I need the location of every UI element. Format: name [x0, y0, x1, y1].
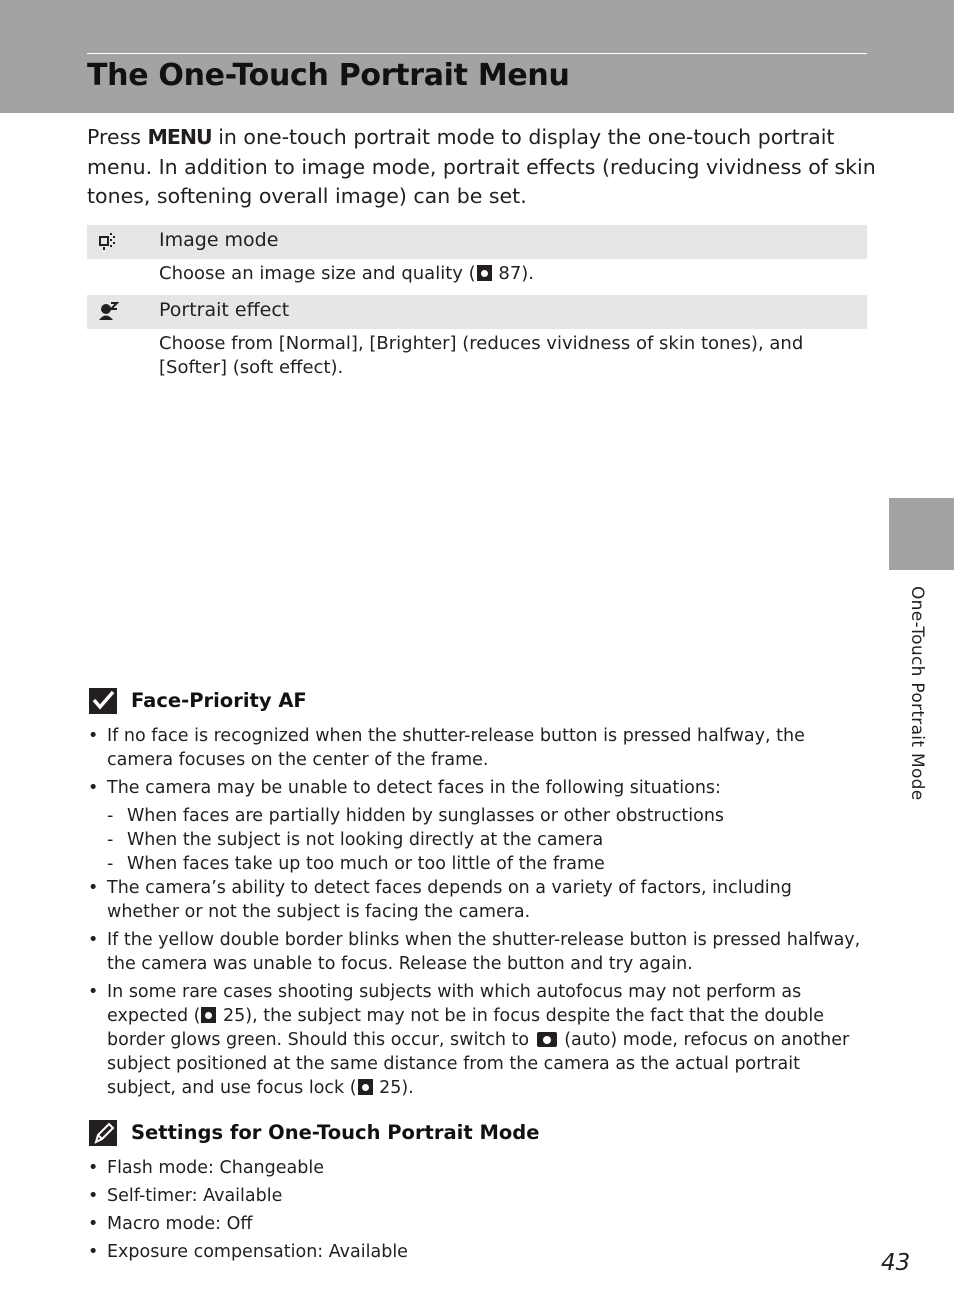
- list-sub-item: - When faces take up too much or too little of the frame: [87, 852, 867, 876]
- list-item: • If no face is recognized when the shutter-release button is pressed halfway, the camera focuses on the center of the frame.: [87, 724, 867, 772]
- page-reference-icon: [477, 265, 492, 281]
- header-rule: [87, 53, 867, 54]
- auto-mode-camera-icon: [537, 1032, 557, 1047]
- page-title: The One-Touch Portrait Menu: [87, 58, 570, 93]
- checkmark-note-icon: [89, 688, 117, 714]
- image-mode-icon: [97, 230, 119, 252]
- settings-title: Settings for One-Touch Portrait Mode: [131, 1121, 540, 1144]
- menu-button-icon: MENU: [147, 125, 212, 149]
- settings-list: [87, 1156, 867, 1264]
- list-item-text: (auto) mode, refocus on another subject positioned at the same distance from the camera as the actual portrait subject, and use focus lock (: [107, 1030, 850, 1098]
- menu-item-label: Image mode: [159, 229, 279, 251]
- intro-paragraph: [87, 123, 877, 212]
- menu-item-portrait-effect: [87, 295, 867, 329]
- list-item: [87, 980, 867, 1100]
- intro-text-before: Press: [87, 125, 148, 149]
- page-reference-icon: [201, 1007, 216, 1023]
- page-header-band: [0, 0, 954, 113]
- menu-item-description: [159, 262, 864, 286]
- list-item: • Self-timer: Available: [87, 1184, 867, 1208]
- pencil-note-icon: [89, 1120, 117, 1146]
- intro-text-after: in one-touch portrait mode to display the one-touch portrait menu. In addition to image mode, portrait effects (reducing vividness of skin tones, softening overall image) can be set.: [87, 125, 876, 208]
- list-item: • The camera’s ability to detect faces depends on a variety of factors, including whether or not the subject is facing the camera.: [87, 876, 867, 924]
- list-item: • Macro mode: Off: [87, 1212, 867, 1236]
- page-reference-icon: [358, 1079, 373, 1095]
- list-item: • Flash mode: Changeable: [87, 1156, 867, 1180]
- menu-item-label: Portrait effect: [159, 299, 290, 321]
- desc-text: 87).: [492, 263, 535, 284]
- list-sub-item: - When faces are partially hidden by sunglasses or other obstructions: [87, 804, 867, 828]
- list-item: • The camera may be unable to detect faces in the following situations:: [87, 776, 867, 800]
- list-sub-item: - When the subject is not looking directly at the camera: [87, 828, 867, 852]
- list-item: • If the yellow double border blinks when the shutter-release button is pressed halfway, the camera was unable to focus. Release the button and try again.: [87, 928, 867, 976]
- list-item-text: 25).: [373, 1078, 414, 1098]
- desc-text: Choose an image size and quality (: [159, 263, 476, 284]
- page-number: 43: [881, 1250, 911, 1276]
- list-item-text: 25), the subject may not be in focus despite the fact that the double border glows green. Should this occur, switch to: [107, 1006, 825, 1050]
- menu-item-image-mode: [87, 225, 867, 259]
- chapter-tab: [889, 498, 954, 570]
- face-priority-af-list: [87, 724, 867, 1100]
- portrait-effect-icon: [97, 300, 119, 322]
- face-priority-af-title: Face-Priority AF: [131, 689, 307, 712]
- menu-item-description: Choose from [Normal], [Brighter] (reduces vividness of skin tones), and [Softer] (soft effect).: [159, 333, 804, 378]
- list-item: • Exposure compensation: Available: [87, 1240, 867, 1264]
- chapter-tab-label: One-Touch Portrait Mode: [907, 586, 927, 801]
- list-item-text: In some rare cases shooting subjects with which autofocus may not perform as expected (: [107, 982, 802, 1026]
